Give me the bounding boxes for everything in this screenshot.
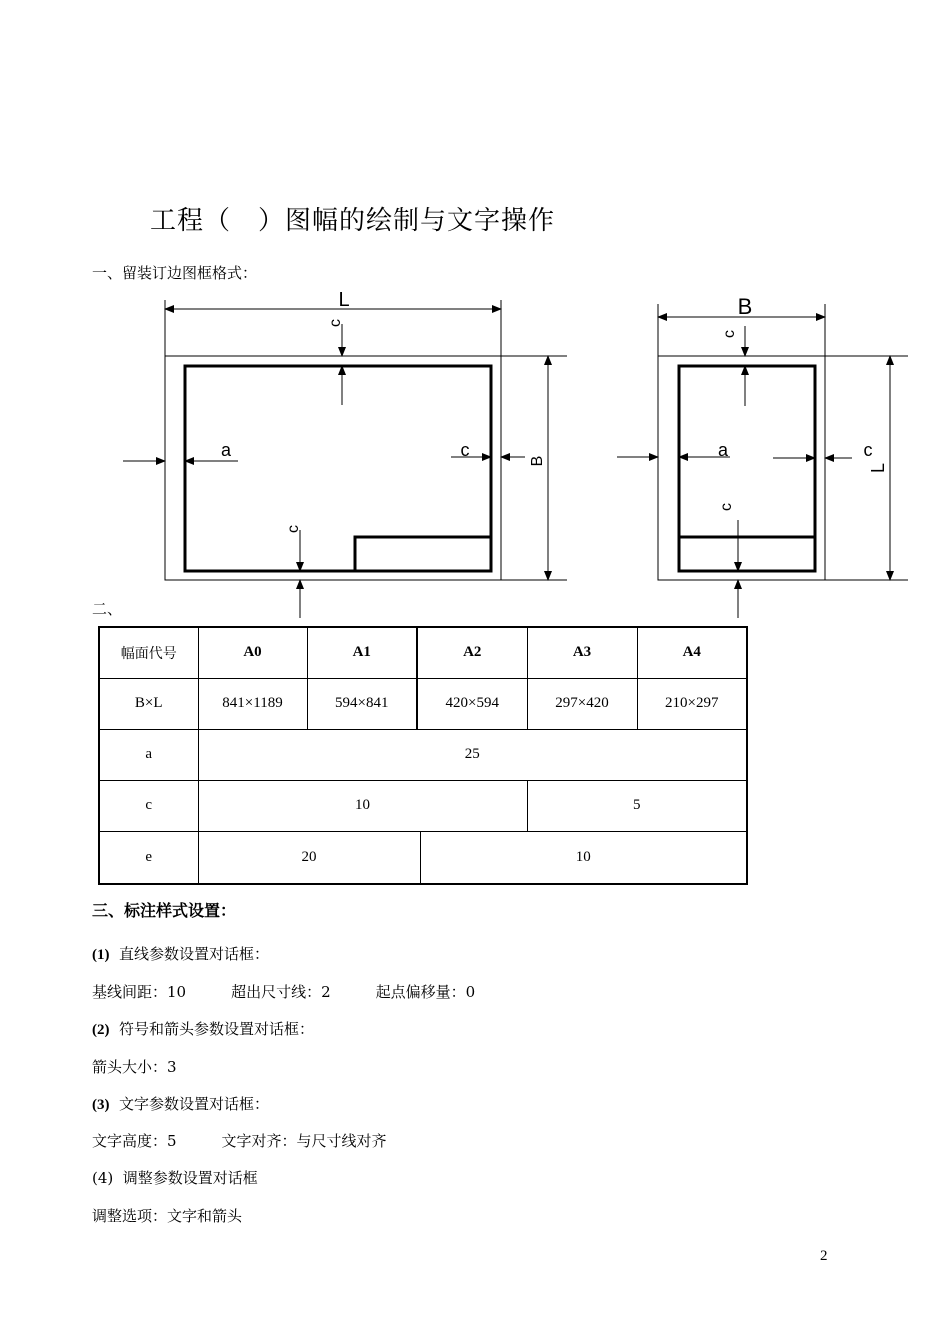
item2-label: 符号和箭头参数设置对话框： — [119, 1020, 315, 1038]
dim-L-label-portrait: L — [868, 462, 888, 474]
dim-c-bottom-label-portrait: c — [718, 503, 735, 511]
dim-c-right-label-portrait: c — [863, 440, 873, 460]
table-header-cell: A2 — [417, 627, 527, 678]
table-cell-split — [198, 831, 747, 884]
section2-heading: 二、 — [92, 600, 123, 618]
table-row — [99, 831, 747, 884]
dim-B-label-portrait: B — [737, 294, 753, 319]
title-block — [355, 537, 491, 571]
dim-c-top-label: c — [327, 319, 344, 327]
table-header-cell: A3 — [527, 627, 637, 678]
item2-number: (2) — [92, 1022, 110, 1038]
item4-number: (4) — [92, 1169, 114, 1187]
item1-heading — [92, 943, 269, 964]
item1-label: 直线参数设置对话框： — [119, 945, 270, 963]
table-header-cell: A0 — [198, 627, 307, 678]
table-cell: 210×297 — [637, 678, 747, 729]
table-cell: 297×420 — [527, 678, 637, 729]
item4-heading — [92, 1167, 258, 1188]
drawing-frame-portrait — [679, 366, 815, 571]
item3-number: (3) — [92, 1097, 110, 1113]
sheet-outline-portrait — [658, 356, 825, 580]
item2-values: 箭头大小：3 — [92, 1058, 177, 1076]
dim-a-label: a — [220, 440, 232, 460]
table-row — [99, 678, 747, 729]
item3-heading — [92, 1093, 269, 1114]
table-cell: 25 — [198, 729, 747, 780]
table-cell: 5 — [527, 780, 747, 831]
table-cell: 10 — [575, 848, 591, 865]
paper-size-table — [98, 626, 748, 885]
item4-label: 调整参数设置对话框 — [122, 1169, 258, 1187]
dim-c-bottom-label: c — [285, 525, 302, 533]
landscape-frame-diagram — [0, 0, 950, 640]
section1-heading: 一、留装订边图框格式： — [92, 264, 258, 282]
section3-heading: 三、标注样式设置： — [92, 901, 237, 920]
drawing-frame — [185, 366, 491, 571]
table-header-cell: A1 — [307, 627, 417, 678]
dim-c-right-label: c — [460, 440, 470, 460]
table-row — [99, 729, 747, 780]
table-cell: 10 — [198, 780, 527, 831]
dim-c-top-label-portrait: c — [721, 330, 738, 338]
table-header-cell: A4 — [637, 627, 747, 678]
table-row-label: B×L — [99, 678, 198, 729]
item4-values: 调整选项：文字和箭头 — [92, 1207, 243, 1225]
table-row-label: e — [99, 831, 198, 884]
dim-B-label: B — [529, 455, 546, 467]
page-title: 工程（ ）图幅的绘制与文字操作 — [150, 206, 556, 236]
dim-a-label-portrait: a — [717, 440, 729, 460]
table-row-label: c — [99, 780, 198, 831]
table-header-cell: 幅面代号 — [99, 627, 198, 678]
item1-number: (1) — [92, 947, 110, 963]
table-cell: 20 — [199, 832, 421, 883]
item1-values: 基线间距：10 超出尺寸线：2 起点偏移量：0 — [92, 983, 476, 1001]
dim-L-label: L — [338, 289, 350, 311]
table-row-label: a — [99, 729, 198, 780]
table-row — [99, 780, 747, 831]
table-row — [99, 627, 747, 678]
item3-values: 文字高度：5 文字对齐：与尺寸线对齐 — [92, 1132, 387, 1150]
page-number: 2 — [820, 1248, 828, 1264]
sheet-outline — [165, 356, 501, 580]
item3-label: 文字参数设置对话框： — [119, 1095, 270, 1113]
table-cell: 420×594 — [417, 678, 527, 729]
item2-heading — [92, 1018, 314, 1039]
table-cell: 594×841 — [307, 678, 417, 729]
table-cell: 841×1189 — [198, 678, 307, 729]
